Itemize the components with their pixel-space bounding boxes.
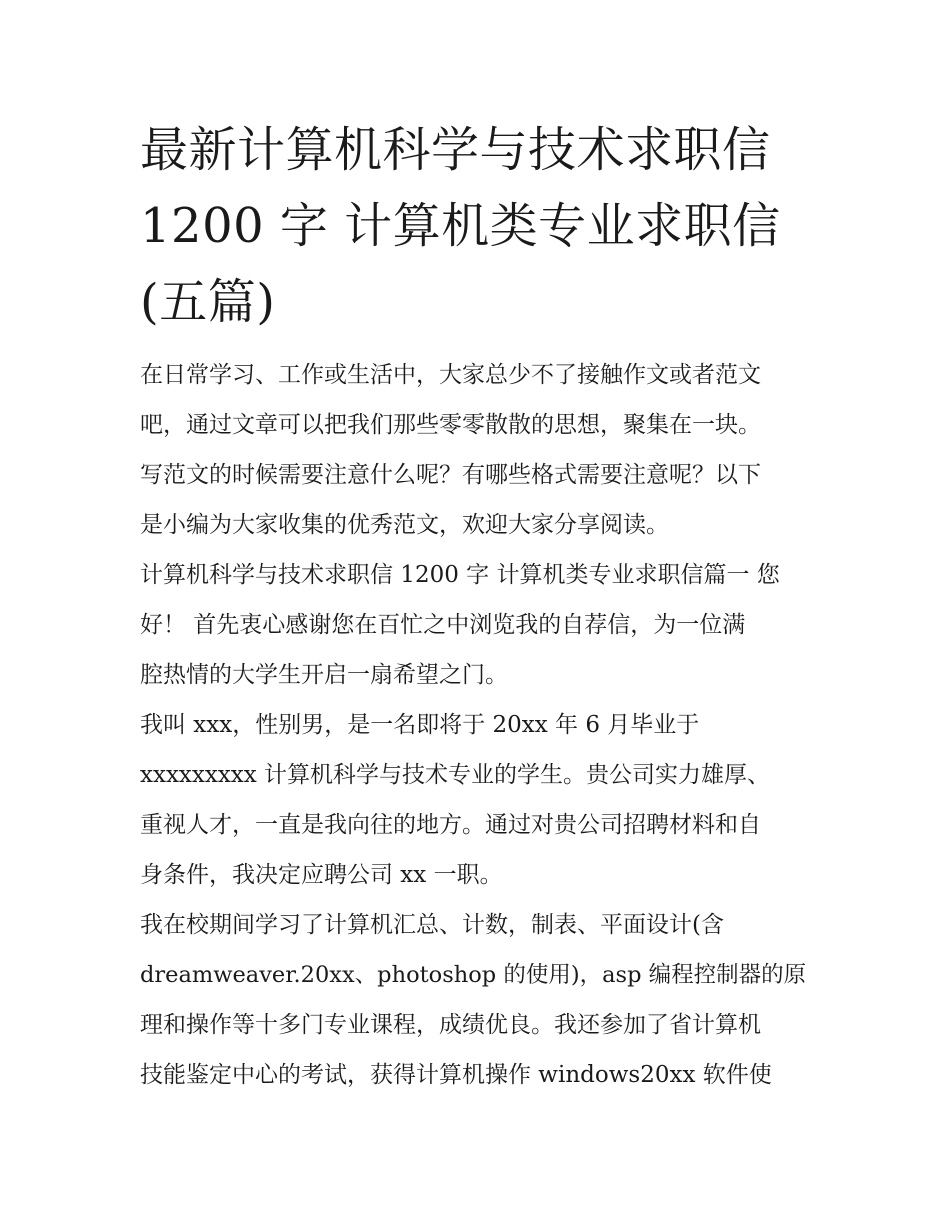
text-line: 腔热情的大学生开启一扇希望之门。 xyxy=(140,662,508,688)
text-line: xxxxxxxxx 计算机科学与技术专业的学生。贵公司实力雄厚、 xyxy=(140,762,771,788)
text-line: 写范文的时候需要注意什么呢？有哪些格式需要注意呢？以下 xyxy=(140,462,761,488)
paragraph-introduction-self xyxy=(140,700,820,900)
text-line: dreamweaver.20xx、photoshop 的使用)，asp 编程控制器的原 xyxy=(140,962,807,988)
document-page xyxy=(140,112,820,1100)
text-line: 我叫 xxx，性别男，是一名即将于 20xx 年 6 月毕业于 xyxy=(140,712,700,738)
text-line: 在日常学习、工作或生活中，大家总少不了接触作文或者范文 xyxy=(140,362,761,388)
text-line: 我在校期间学习了计算机汇总、计数，制表、平面设计(含 xyxy=(140,912,724,938)
text-line: 好！ 首先衷心感谢您在百忙之中浏览我的自荐信，为一位满 xyxy=(140,612,746,638)
paragraph-intro xyxy=(140,350,820,550)
text-line: 是小编为大家收集的优秀范文，欢迎大家分享阅读。 xyxy=(140,512,669,538)
text-line: 计算机科学与技术求职信 1200 字 计算机类专业求职信篇一 您 xyxy=(140,562,780,588)
title-line-2: 1200 字 计算机类专业求职信 xyxy=(140,198,781,254)
text-line: 重视人才，一直是我向往的地方。通过对贵公司招聘材料和自 xyxy=(140,812,761,838)
text-line: 理和操作等十多门专业课程，成绩优良。我还参加了省计算机 xyxy=(140,1012,761,1038)
document-title xyxy=(140,112,820,340)
text-line: 技能鉴定中心的考试，获得计算机操作 windows20xx 软件使 xyxy=(140,1062,772,1088)
title-line-3: (五篇) xyxy=(140,274,276,330)
title-line-1: 最新计算机科学与技术求职信 xyxy=(140,122,771,178)
text-line: 吧，通过文章可以把我们那些零零散散的思想，聚集在一块。 xyxy=(140,412,761,438)
text-line: 身条件，我决定应聘公司 xx 一职。 xyxy=(140,862,503,888)
paragraph-greeting xyxy=(140,550,820,700)
paragraph-studies xyxy=(140,900,820,1100)
